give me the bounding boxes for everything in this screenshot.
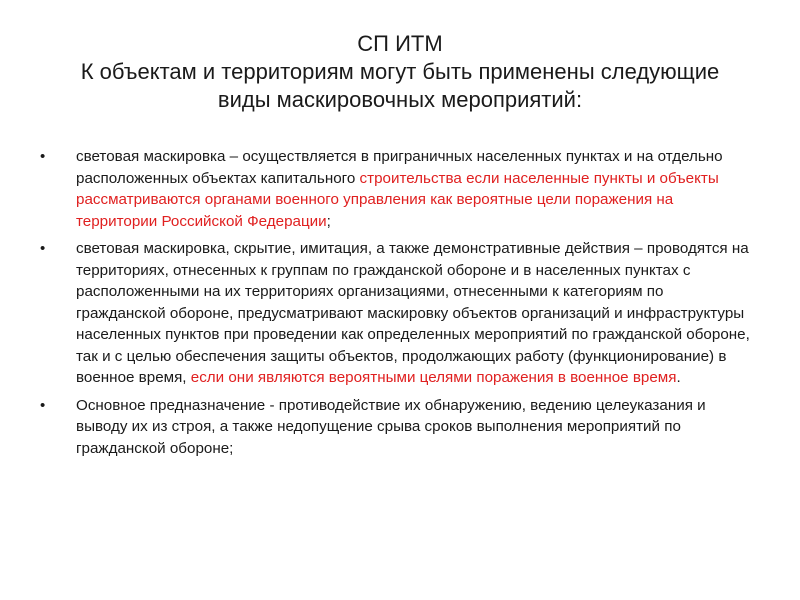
bullet-text: световая маскировка, скрытие, имитация, а также демонстративные действия – проводятся на территориях, отнесенных к группам по гражданской обороне и в населенных пунктах с расположенными на их территориях организациями, отнесенными к категориям по гражданской обороне, предусматривают маскировку объектов организаций и инфраструктуры населенных пунктов при проведении как определенных мероприятий по гражданской обороне, так и с целью обеспечения защиты объектов, продолжающих работу (функционирование) в военное время, <box>76 240 750 386</box>
bullet-marker: • <box>40 240 46 257</box>
title-line-2: К объектам и территориям могут быть применены следующие <box>80 59 720 84</box>
title-line-1: СП ИТМ <box>357 31 443 56</box>
bullet-item-light-masking <box>40 146 750 232</box>
bullet-text-end: ; <box>326 212 331 230</box>
bullet-item-concealment <box>40 238 750 389</box>
bullet-text-highlight: если они являются вероятными целями поражения в военное время <box>190 369 677 386</box>
bullet-text-highlight: строительства если населенные пункты и объекты рассматриваются органами военного управления как вероятные цели поражения на территории Российской Федерации <box>76 169 719 230</box>
bullet-text: Основное предназначение - противодействие их обнаружению, ведению целеуказания и выводу их из строя, а также недопущение срыва сроков выполнения мероприятий по гражданской обороне; <box>76 396 706 457</box>
bullet-item-purpose <box>40 395 750 460</box>
bullet-marker: • <box>40 148 46 165</box>
slide-title <box>60 30 740 114</box>
title-line-3: виды маскировочных мероприятий: <box>217 87 583 112</box>
bullet-text-end: . <box>676 369 681 386</box>
bullet-marker: • <box>40 396 46 414</box>
bullet-list <box>40 146 750 465</box>
bullet-text: световая маскировка – осуществляется в приграничных населенных пунктах и на отдельно расположенных объектах капитального <box>76 148 723 187</box>
